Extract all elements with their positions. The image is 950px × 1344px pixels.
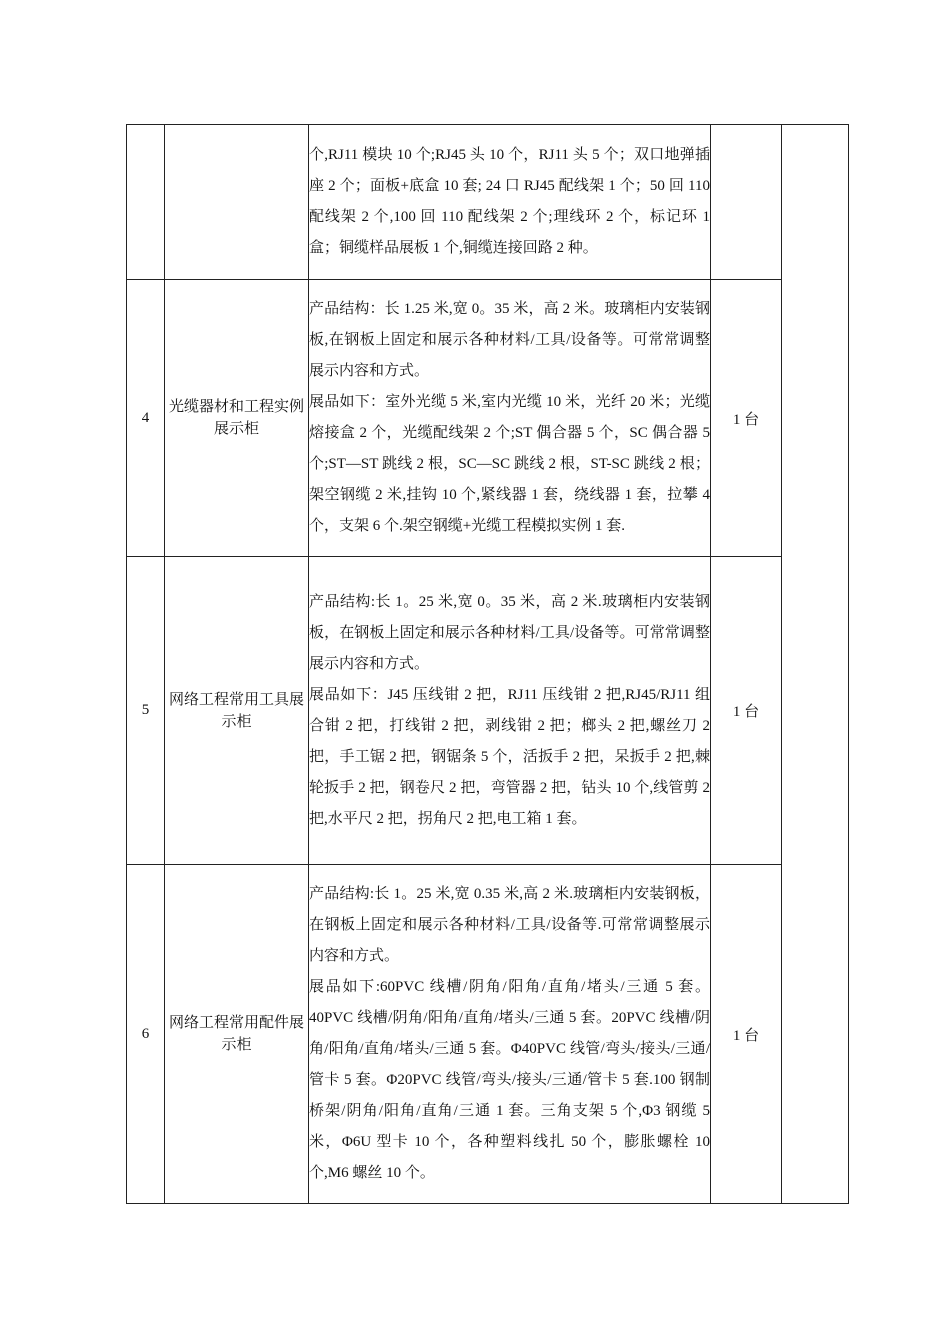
item-name: 网络工程常用工具展示柜: [165, 557, 309, 865]
item-description: [309, 865, 711, 1204]
row-number: 6: [127, 865, 165, 1204]
row-number: 5: [127, 557, 165, 865]
row-number: [127, 125, 165, 280]
description-paragraph: 产品结构:长 1。25 米,宽 0.35 米,高 2 米.玻璃柜内安装钢板，在钢板上固定和展示各种材料/工具/设备等.可常常调整展示内容和方式。: [309, 886, 710, 964]
table-row: [127, 557, 849, 865]
description-paragraph: 产品结构:长 1。25 米,宽 0。35 米，高 2 米.玻璃柜内安装钢板，在钢板上固定和展示各种材料/工具/设备等。可常常调整展示内容和方式。: [309, 593, 710, 672]
item-name: 光缆器材和工程实例展示柜: [165, 280, 309, 557]
item-description: [309, 557, 711, 865]
description-paragraph: 展品如下:60PVC 线槽/阴角/阳角/直角/堵头/三通 5 套。40PVC 线槽/阴角/阳角/直角/堵头/三通 5 套。20PVC 线槽/阴角/阳角/直角/堵头/三通 5 套。Φ40PVC 线管/弯头/接头/三通/管卡 5 套。Φ20PVC 线管/弯头/接头/三通/管卡 5 套.100 钢制桥架/阴角/阳角/直角/三通 1 套。三角支架 5 个,Φ3 钢缆 5 米，Φ6U 型卡 10 个，各种塑料线扎 50 个，膨胀螺栓 10 个,M6 螺丝 10 个。: [309, 979, 710, 1181]
item-quantity: [711, 125, 782, 280]
item-name: 网络工程常用配件展示柜: [165, 865, 309, 1204]
remarks-cell: [782, 125, 849, 1204]
item-quantity: 1 台: [711, 557, 782, 865]
table-row: [127, 125, 849, 280]
item-description: [309, 125, 711, 280]
description-paragraph: 个,RJ11 模块 10 个;RJ45 头 10 个，RJ11 头 5 个；双口地弹插座 2 个；面板+底盒 10 套; 24 口 RJ45 配线架 1 个；50 回 110 配线架 2 个,100 回 110 配线架 2 个;理线环 2 个，标记环 1 盒；铜缆样品展板 1 个,铜缆连接回路 2 种。: [309, 147, 710, 256]
equipment-spec-table: [126, 124, 849, 1204]
item-quantity: 1 台: [711, 865, 782, 1204]
item-quantity: 1 台: [711, 280, 782, 557]
table-row: [127, 280, 849, 557]
table-row: [127, 865, 849, 1204]
item-name: [165, 125, 309, 280]
description-paragraph: 产品结构：长 1.25 米,宽 0。35 米，高 2 米。玻璃柜内安装钢板,在钢板上固定和展示各种材料/工具/设备等。可常常调整展示内容和方式。: [309, 301, 710, 379]
description-paragraph: 展品如下：J45 压线钳 2 把，RJ11 压线钳 2 把,RJ45/RJ11 组合钳 2 把，打线钳 2 把，剥线钳 2 把；榔头 2 把,螺丝刀 2 把，手工锯 2 把，钢锯条 5 个，活扳手 2 把，呆扳手 2 把,棘轮扳手 2 把，钢卷尺 2 把，弯管器 2 把，钻头 10 个,线管剪 2 把,水平尺 2 把，拐角尺 2 把,电工箱 1 套。: [309, 686, 710, 827]
description-paragraph: 展品如下：室外光缆 5 米,室内光缆 10 米，光纤 20 米；光缆熔接盒 2 个，光缆配线架 2 个;ST 偶合器 5 个，SC 偶合器 5 个;ST—ST 跳线 2 根，SC—SC 跳线 2 根，ST-SC 跳线 2 根；架空钢缆 2 米,挂钩 10 个,紧线器 1 套，绕线器 1 套，拉攀 4 个，支架 6 个.架空钢缆+光缆工程模拟实例 1 套.: [309, 394, 710, 534]
row-number: 4: [127, 280, 165, 557]
item-description: [309, 280, 711, 557]
